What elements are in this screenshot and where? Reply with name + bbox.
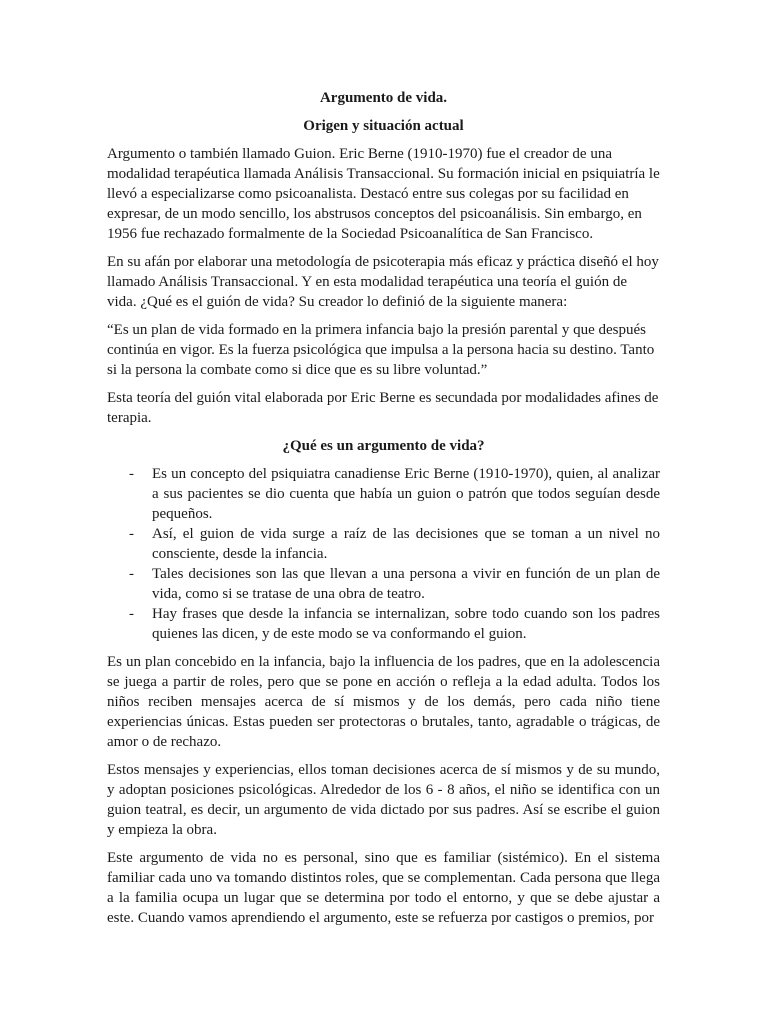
quote-paragraph: “Es un plan de vida formado en la primera infancia bajo la presión parental y que después continúa en vigor. Es la fuerza psicológica que impulsa a la persona hacia su destino. Tanto si la persona la combate como si dice que es su libre voluntad.” bbox=[107, 322, 655, 378]
paragraph-body-2: Estos mensajes y experiencias, ellos toman decisiones acerca de sí mismos y de su mundo, y adoptan posiciones psicológicas. Alrededor de los 6 - 8 años, el niño se identifica con un guion teatral, es decir, un argumento de vida dictado por sus padres. Así se escribe el guion y empieza la obra. bbox=[107, 762, 660, 838]
list-item bbox=[107, 564, 660, 604]
list-item-text: Es un concepto del psiquiatra canadiense Eric Berne (1910-1970), quien, al analizar a sus pacientes se dio cuenta que había un guion o patrón que todos seguían desde pequeños. bbox=[152, 466, 660, 522]
list-item bbox=[107, 464, 660, 524]
bullet-dash: - bbox=[129, 526, 134, 542]
document-title: Argumento de vida. bbox=[319, 90, 448, 106]
bullet-dash: - bbox=[129, 606, 134, 622]
document-page bbox=[107, 88, 660, 936]
bullet-dash: - bbox=[129, 566, 134, 582]
paragraph-intro-1: Argumento o también llamado Guion. Eric Berne (1910-1970) fue el creador de una modalidad terapéutica llamada Análisis Transaccional. Su formación inicial en psiquiatría le llevó a especializarse como psicoanalista. Destacó entre sus colegas por su facilidad en expresar, de un modo sencillo, los abstrusos conceptos del psicoanálisis. Sin embargo, en 1956 fue rechazado formalmente de la Sociedad Psicoanalítica de San Francisco. bbox=[107, 146, 660, 242]
paragraph-body-3: Este argumento de vida no es personal, sino que es familiar (sistémico). En el sistema familiar cada uno va tomando distintos roles, que se complementan. Cada persona que llega a la familia ocupa un lugar que se determina por todo el entorno, y que se debe ajustar a este. Cuando vamos aprendiendo el argumento, este se refuerza por castigos o premios, por bbox=[107, 850, 660, 926]
bullet-list bbox=[107, 464, 660, 644]
list-item-text: Tales decisiones son las que llevan a una persona a vivir en función de un plan de vida, como si se tratase de una obra de teatro. bbox=[152, 566, 660, 602]
list-item-text: Hay frases que desde la infancia se internalizan, sobre todo cuando son los padres quienes las dicen, y de este modo se va conformando el guion. bbox=[152, 606, 660, 642]
list-item bbox=[107, 604, 660, 644]
bullet-dash: - bbox=[129, 466, 134, 482]
document-subtitle: Origen y situación actual bbox=[303, 118, 464, 134]
section-heading: ¿Qué es un argumento de vida? bbox=[282, 438, 485, 454]
paragraph-intro-2: En su afán por elaborar una metodología de psicoterapia más eficaz y práctica diseñó el hoy llamado Análisis Transaccional. Y en esta modalidad terapéutica una teoría el guión de vida. ¿Qué es el guión de vida? Su creador lo definió de la siguiente manera: bbox=[107, 254, 659, 310]
list-item-text: Así, el guion de vida surge a raíz de las decisiones que se toman a un nivel no consciente, desde la infancia. bbox=[152, 526, 660, 562]
list-item bbox=[107, 524, 660, 564]
paragraph-intro-4: Esta teoría del guión vital elaborada por Eric Berne es secundada por modalidades afines de terapia. bbox=[107, 390, 659, 426]
paragraph-body-1: Es un plan concebido en la infancia, bajo la influencia de los padres, que en la adolescencia se juega a partir de roles, pero que se pone en acción o refleja a la edad adulta. Todos los niños reciben mensajes acerca de sí mismos y de los demás, pero cada niño tiene experiencias únicas. Estas pueden ser protectoras o brutales, tanto, agradable o trágicas, de amor o de rechazo. bbox=[107, 654, 660, 750]
